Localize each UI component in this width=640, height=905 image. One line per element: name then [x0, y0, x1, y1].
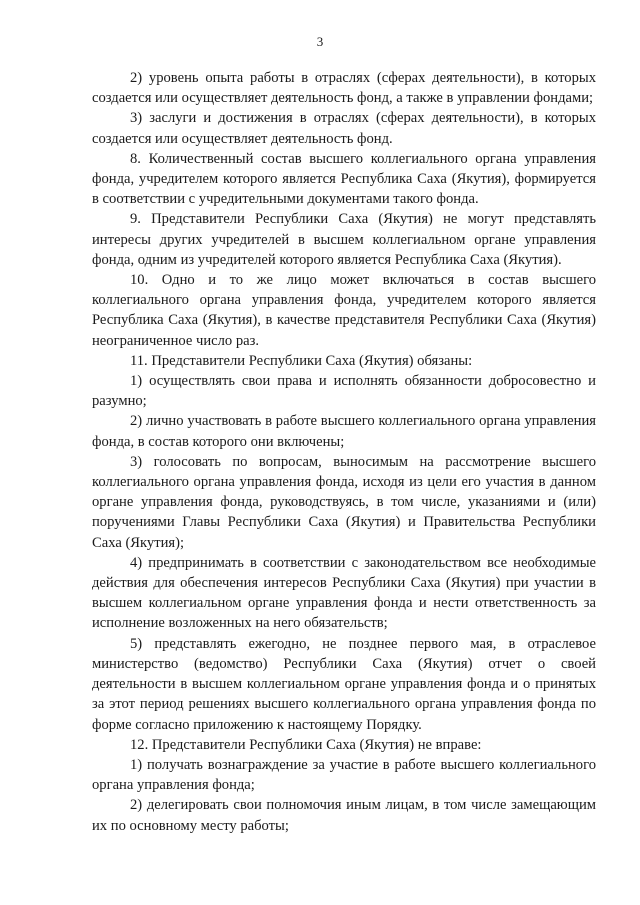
paragraph-10-same-person: 10. Одно и то же лицо может включаться в состав высшего коллегиального органа управления фонда, учредителем которого является Республика Саха (Якутия), в качестве представителя Республики Саха (Якутия) неограниченное число раз.: [92, 272, 596, 349]
paragraph-11-5-report: 5) представлять ежегодно, не позднее первого мая, в отраслевое министерство (ведомство) Республики Саха (Якутия) отчет о своей деятельности в высшем коллегиальном органе управления фонда и о принятых за этот период решениях высшего коллегиального органа управления фонда по форме согласно приложению к настоящему Порядку.: [92, 635, 596, 733]
paragraph-12-prohibitions: 12. Представители Республики Саха (Якутия) не вправе:: [130, 736, 482, 753]
page-number: 3: [316, 34, 324, 49]
paragraph-9-representation: 9. Представители Республики Саха (Якутия) не могут представлять интересы других учредителей в высшем коллегиальном органе управления фонда, одним из учредителей которого является Республика Саха (Якутия).: [92, 211, 596, 268]
document-body: [92, 68, 596, 836]
paragraph-11-4-actions: 4) предпринимать в соответствии с законодательством все необходимые действия для обеспечения интересов Республики Саха (Якутия) при участии в высшем коллегиальном органе управления фонда и нести ответственность за исполнение возложенных на него обязательств;: [92, 554, 596, 632]
paragraph-11-2-participate: 2) лично участвовать в работе высшего коллегиального органа управления фонда, в состав которого они включены;: [92, 413, 596, 450]
paragraph-12-1-remuneration: 1) получать вознаграждение за участие в работе высшего коллегиального органа управления фонда;: [92, 756, 596, 794]
paragraph-11-obligations: 11. Представители Республики Саха (Якутия) обязаны:: [130, 352, 473, 369]
paragraph-11-1-rights: 1) осуществлять свои права и исполнять обязанности добросовестно и разумно;: [92, 373, 596, 410]
paragraph-11-3-vote: 3) голосовать по вопросам, выносимым на рассмотрение высшего коллегиального органа управления фонда, исходя из цели его участия в данном органе управления фонда, руководствуясь, в том числе, указаниями и (или) поручениями Главы Республики Саха (Якутия) и Правительства Республики Саха (Якутия);: [92, 453, 596, 551]
paragraph-12-2-delegate: 2) делегировать свои полномочия иным лицам, в том числе замещающим их по основному месту работы;: [92, 797, 596, 834]
paragraph-2-experience: 2) уровень опыта работы в отраслях (сферах деятельности), в которых создается или осуществляет деятельность фонд, а также в управлении фондами;: [92, 70, 596, 107]
paragraph-3-merits: 3) заслуги и достижения в отраслях (сферах деятельности), в которых создается или осуществляет деятельность фонд.: [92, 110, 596, 147]
paragraph-8-composition: 8. Количественный состав высшего коллегиального органа управления фонда, учредителем которого является Республика Саха (Якутия), формируется в соответствии с учредительными документами такого фонда.: [92, 150, 596, 208]
